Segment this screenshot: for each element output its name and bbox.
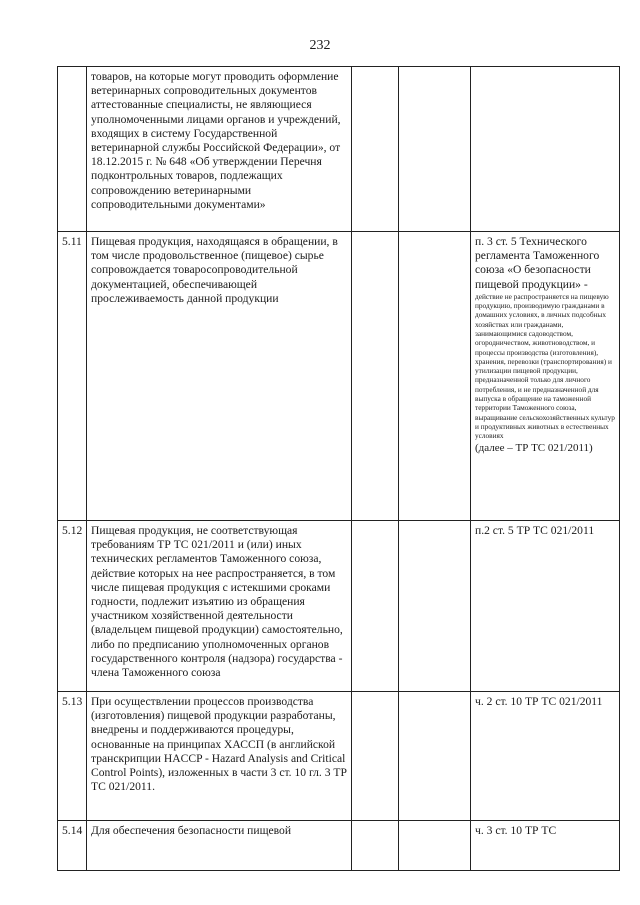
empty-cell (399, 692, 471, 821)
empty-cell (399, 232, 471, 521)
reference-tail-text: (далее – ТР ТС 021/2011) (475, 441, 593, 454)
reference-text (471, 67, 620, 232)
empty-cell (399, 521, 471, 692)
empty-cell (352, 692, 399, 821)
row-number: 5.13 (58, 692, 87, 821)
table-row (58, 232, 620, 521)
table-row (58, 692, 620, 821)
reference-cell (471, 232, 620, 521)
reference-text: ч. 3 ст. 10 ТР ТС (471, 821, 620, 871)
reference-text: п. 3 ст. 5 Технического регламента Таможенного союза «О безопасности пищевой продукции» - (475, 235, 600, 291)
requirement-text: Для обеспечения безопасности пищевой (87, 821, 352, 871)
reference-small-text: действие не распространяется на пищевую продукцию, производимую гражданами в домашних условиях, в личных подсобных хозяйствах или гражданами, занимающимися садоводством, огородничеством, животноводством, и процессы производства (изготовления), хранения, перевозки (транспортирования) и утилизации пищевой продукции, предназначенной только для личного потребления, и не предназначенной для выпуска в обращение на таможенной территории Таможенного союза, выращивание сельскохозяйственных культур и продуктивных животных в естественных условиях (475, 291, 615, 441)
requirement-text: товаров, на которые могут проводить оформление ветеринарных сопроводительных документов аттестованные специалисты, не являющиеся уполномоченными лицами органов и учреждений, входящих в систему Государственной ветеринарной службы Российской Федерации», от 18.12.2015 г. № 648 «Об утверждении Перечня подконтрольных товаров, подлежащих сопровождению ветеринарными сопроводительными документами» (87, 67, 352, 232)
empty-cell (399, 821, 471, 871)
requirement-text: Пищевая продукция, находящаяся в обращении, в том числе продовольственное (пищевое) сырье сопровождается товаросопроводительной документацией, обеспечивающей прослеживаемость данной продукции (87, 232, 352, 521)
requirement-text: Пищевая продукция, не соответствующая требованиям ТР ТС 021/2011 и (или) иных технических регламентов Таможенного союза, действие которых на нее распространяется, в том числе пищевая продукция с истекшими сроками годности, подлежит изъятию из обращения участником хозяйственной деятельности (владельцем пищевой продукции) самостоятельно, либо по предписанию уполномоченных органов государственного контроля (надзора) государства - члена Таможенного союза (87, 521, 352, 692)
page-number: 232 (309, 38, 331, 53)
reference-text: п.2 ст. 5 ТР ТС 021/2011 (471, 521, 620, 692)
empty-cell (352, 521, 399, 692)
reference-text: ч. 2 ст. 10 ТР ТС 021/2011 (471, 692, 620, 821)
empty-cell (399, 67, 471, 232)
empty-cell (352, 821, 399, 871)
empty-cell (352, 67, 399, 232)
empty-cell (352, 232, 399, 521)
row-number: 5.12 (58, 521, 87, 692)
row-number: 5.11 (58, 232, 87, 521)
table-row (58, 521, 620, 692)
table-row (58, 821, 620, 871)
requirements-table (57, 66, 620, 871)
row-number: 5.14 (58, 821, 87, 871)
requirement-text: При осуществлении процессов производства (изготовления) пищевой продукции разработаны, внедрены и поддерживаются процедуры, основанные на принципах ХАССП (в английской транскрипции HACCP - Hazard Analysis and Critical Control Points), изложенных в части 3 ст. 10 гл. 3 ТР ТС 021/2011. (87, 692, 352, 821)
table-row (58, 67, 620, 232)
row-number (58, 67, 87, 232)
